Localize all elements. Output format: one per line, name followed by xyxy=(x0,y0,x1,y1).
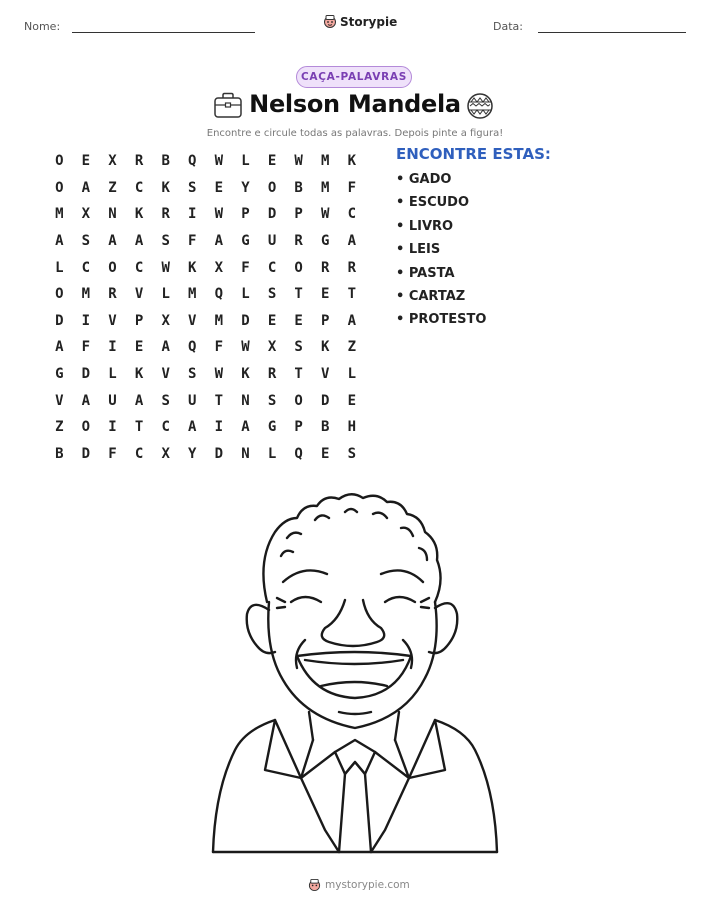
grid-letter[interactable]: K xyxy=(188,259,197,276)
brand-logo xyxy=(323,14,397,29)
grid-letter[interactable]: X xyxy=(161,312,170,329)
grid-letter[interactable]: D xyxy=(55,312,64,329)
word-item: • ESCUDO xyxy=(396,195,470,211)
grid-letter[interactable]: T xyxy=(347,286,357,303)
grid-letter[interactable]: L xyxy=(241,286,250,303)
grid-letter[interactable]: A xyxy=(134,233,144,250)
grid-letter[interactable]: Q xyxy=(294,445,303,462)
grid-letter[interactable]: S xyxy=(161,392,170,409)
grid-letter[interactable]: F xyxy=(108,445,117,462)
grid-letter[interactable]: T xyxy=(214,392,224,409)
grid-letter[interactable]: A xyxy=(188,419,197,436)
grid-letter[interactable]: D xyxy=(81,445,91,462)
grid-letter[interactable]: U xyxy=(108,392,117,409)
grid-letter[interactable]: L xyxy=(108,366,117,383)
grid-letter[interactable]: O xyxy=(55,286,64,303)
grid-letter[interactable]: F xyxy=(214,339,224,356)
word-item: • PASTA xyxy=(396,265,455,281)
grid-letter[interactable]: K xyxy=(134,206,144,223)
grid-letter[interactable]: A xyxy=(347,233,357,250)
grid-letter[interactable]: G xyxy=(55,366,64,383)
grid-letter[interactable]: I xyxy=(108,339,117,356)
grid-letter[interactable]: B xyxy=(161,153,170,170)
grid-letter[interactable]: X xyxy=(214,259,224,276)
word-item: • LIVRO xyxy=(396,218,454,234)
grid-letter[interactable]: X xyxy=(81,206,91,223)
grid-letter[interactable]: W xyxy=(161,259,170,276)
brand-name: Storypie xyxy=(340,14,398,29)
grid-letter[interactable]: A xyxy=(55,339,64,356)
word-item: • PROTESTO xyxy=(396,312,487,328)
grid-letter[interactable]: M xyxy=(214,312,224,329)
grid-letter[interactable]: A xyxy=(134,392,144,409)
grid-letter[interactable]: D xyxy=(321,392,330,409)
grid-letter[interactable]: S xyxy=(267,286,277,303)
grid-letter[interactable]: E xyxy=(321,286,330,303)
grid-letter[interactable]: S xyxy=(188,179,197,196)
footer xyxy=(308,878,410,892)
instructions: Encontre e circule todas as palavras. Depois pinte a figura! xyxy=(206,128,504,139)
grid-letter[interactable]: I xyxy=(81,312,91,329)
grid-letter[interactable]: A xyxy=(241,419,250,436)
grid-letter[interactable]: A xyxy=(55,233,64,250)
worksheet-type-badge: CAÇA-PALAVRAS xyxy=(296,66,412,88)
grid-letter[interactable]: B xyxy=(321,419,330,436)
grid-letter[interactable]: I xyxy=(108,419,117,436)
grid-letter[interactable]: L xyxy=(267,445,277,462)
grid-letter[interactable]: E xyxy=(294,312,303,329)
grid-letter[interactable]: U xyxy=(188,392,197,409)
grid-letter[interactable]: Z xyxy=(55,419,64,436)
word-search-grid[interactable] xyxy=(46,148,365,467)
grid-letter[interactable]: V xyxy=(161,366,170,383)
grid-letter[interactable]: R xyxy=(161,206,170,223)
grid-letter[interactable]: A xyxy=(161,339,170,356)
grid-letter[interactable]: F xyxy=(347,179,357,196)
grid-letter[interactable]: V xyxy=(321,366,330,383)
grid-letter[interactable]: R xyxy=(321,259,330,276)
grid-letter[interactable]: E xyxy=(267,312,277,329)
grid-letter[interactable]: B xyxy=(55,445,64,462)
grid-letter[interactable]: B xyxy=(294,179,303,196)
grid-letter[interactable]: P xyxy=(294,419,303,436)
grid-letter[interactable]: O xyxy=(267,179,277,196)
grid-letter[interactable]: Z xyxy=(347,339,357,356)
grid-letter[interactable]: S xyxy=(161,233,170,250)
grid-letter[interactable]: R xyxy=(294,233,303,250)
grid-letter[interactable]: M xyxy=(321,179,330,196)
grid-letter[interactable]: Q xyxy=(188,339,197,356)
grid-letter[interactable]: L xyxy=(347,366,357,383)
grid-letter[interactable]: W xyxy=(321,206,330,223)
grid-letter[interactable]: K xyxy=(161,179,170,196)
grid-letter[interactable]: X xyxy=(108,153,117,170)
grid-letter[interactable]: M xyxy=(55,206,64,223)
grid-letter[interactable]: S xyxy=(81,233,91,250)
grid-letter[interactable]: E xyxy=(134,339,144,356)
grid-letter[interactable]: X xyxy=(161,445,170,462)
name-label: Nome: xyxy=(24,20,61,33)
grid-letter[interactable]: O xyxy=(55,153,64,170)
grid-letter[interactable]: G xyxy=(321,233,330,250)
grid-letter[interactable]: S xyxy=(347,445,357,462)
footer-url[interactable]: mystorypie.com xyxy=(325,879,410,891)
grid-letter[interactable]: E xyxy=(347,392,357,409)
grid-letter[interactable]: U xyxy=(267,233,277,250)
storypie-mascot-icon xyxy=(323,14,337,29)
grid-letter[interactable]: M xyxy=(81,286,91,303)
grid-letter[interactable]: K xyxy=(134,366,144,383)
grid-letter[interactable]: Z xyxy=(108,179,117,196)
grid-letter[interactable]: C xyxy=(134,445,144,462)
grid-letter[interactable]: O xyxy=(108,259,117,276)
grid-letter[interactable]: D xyxy=(81,366,91,383)
grid-letter[interactable]: Y xyxy=(188,445,197,462)
grid-letter[interactable]: P xyxy=(321,312,330,329)
grid-letter[interactable]: K xyxy=(321,339,330,356)
grid-letter[interactable]: S xyxy=(188,366,197,383)
page-title: Nelson Mandela xyxy=(249,90,461,118)
grid-letter[interactable]: R xyxy=(108,286,117,303)
grid-letter[interactable]: O xyxy=(294,392,303,409)
grid-letter[interactable]: T xyxy=(134,419,144,436)
grid-letter[interactable]: Y xyxy=(241,179,250,196)
grid-letter[interactable]: N xyxy=(108,206,117,223)
grid-letter[interactable]: O xyxy=(55,179,64,196)
grid-letter[interactable]: C xyxy=(161,419,170,436)
word-item: • CARTAZ xyxy=(396,288,466,304)
grid-letter[interactable]: O xyxy=(294,259,303,276)
grid-letter[interactable]: C xyxy=(267,259,277,276)
grid-letter[interactable]: D xyxy=(241,312,250,329)
grid-letter[interactable]: A xyxy=(108,233,117,250)
grid-letter[interactable]: A xyxy=(81,179,91,196)
grid-letter[interactable]: O xyxy=(81,419,91,436)
grid-letter[interactable]: M xyxy=(188,286,197,303)
grid-letter[interactable]: A xyxy=(81,392,91,409)
grid-letter[interactable]: C xyxy=(347,206,357,223)
grid-letter[interactable]: V xyxy=(108,312,117,329)
grid-letter[interactable]: A xyxy=(347,312,357,329)
grid-letter[interactable]: D xyxy=(267,206,277,223)
grid-letter[interactable]: L xyxy=(241,153,250,170)
grid-letter[interactable]: T xyxy=(294,286,303,303)
grid-letter[interactable]: G xyxy=(241,233,250,250)
grid-letter[interactable]: E xyxy=(321,445,330,462)
grid-letter[interactable]: W xyxy=(241,339,250,356)
grid-letter[interactable]: F xyxy=(81,339,91,356)
grid-letter[interactable]: K xyxy=(347,153,357,170)
grid-letter[interactable]: W xyxy=(214,153,224,170)
grid-letter[interactable]: E xyxy=(214,179,224,196)
grid-letter[interactable]: F xyxy=(241,259,250,276)
grid-letter[interactable]: E xyxy=(267,153,277,170)
grid-letter[interactable]: I xyxy=(214,419,224,436)
grid-letter[interactable]: P xyxy=(134,312,144,329)
grid-letter[interactable]: X xyxy=(267,339,277,356)
grid-letter[interactable]: N xyxy=(241,392,250,409)
word-list xyxy=(396,170,486,334)
date-label: Data: xyxy=(493,20,523,33)
grid-letter[interactable]: Q xyxy=(188,153,197,170)
grid-letter[interactable]: F xyxy=(188,233,197,250)
grid-letter[interactable]: H xyxy=(347,419,357,436)
grid-letter[interactable]: S xyxy=(267,392,277,409)
word-item: • GADO xyxy=(396,172,452,187)
grid-letter[interactable]: L xyxy=(161,286,170,303)
grid-letter[interactable]: G xyxy=(267,419,277,436)
grid-letter[interactable]: A xyxy=(214,233,224,250)
grid-letter[interactable]: R xyxy=(267,366,277,383)
grid-letter[interactable]: W xyxy=(214,366,224,383)
grid-letter[interactable]: V xyxy=(55,392,64,409)
grid-letter[interactable]: R xyxy=(134,153,144,170)
grid-letter[interactable]: K xyxy=(241,366,250,383)
word-item: • LEIS xyxy=(396,242,441,258)
african-pattern-icon xyxy=(466,92,494,120)
grid-letter[interactable]: T xyxy=(294,366,303,383)
date-line xyxy=(538,32,686,33)
grid-letter[interactable]: V xyxy=(134,286,144,303)
grid-letter[interactable]: M xyxy=(321,153,330,170)
grid-letter[interactable]: P xyxy=(294,206,303,223)
grid-letter[interactable]: C xyxy=(81,259,91,276)
storypie-mascot-icon xyxy=(308,878,321,892)
name-line xyxy=(72,32,255,33)
grid-letter[interactable]: W xyxy=(294,153,303,170)
grid-letter[interactable]: C xyxy=(134,179,144,196)
word-list-heading: ENCONTRE ESTAS: xyxy=(396,145,551,163)
grid-letter[interactable]: Q xyxy=(214,286,224,303)
grid-letter[interactable]: W xyxy=(214,206,224,223)
grid-letter[interactable]: I xyxy=(188,206,197,223)
grid-letter[interactable]: L xyxy=(55,259,64,276)
grid-letter[interactable]: V xyxy=(188,312,197,329)
grid-letter[interactable]: P xyxy=(241,206,250,223)
mandela-coloring-illustration[interactable] xyxy=(205,490,505,855)
grid-letter[interactable]: D xyxy=(214,445,224,462)
grid-letter[interactable]: R xyxy=(347,259,357,276)
grid-letter[interactable]: S xyxy=(294,339,303,356)
grid-letter[interactable]: N xyxy=(241,445,250,462)
grid-letter[interactable]: E xyxy=(81,153,91,170)
grid-letter[interactable]: C xyxy=(134,259,144,276)
